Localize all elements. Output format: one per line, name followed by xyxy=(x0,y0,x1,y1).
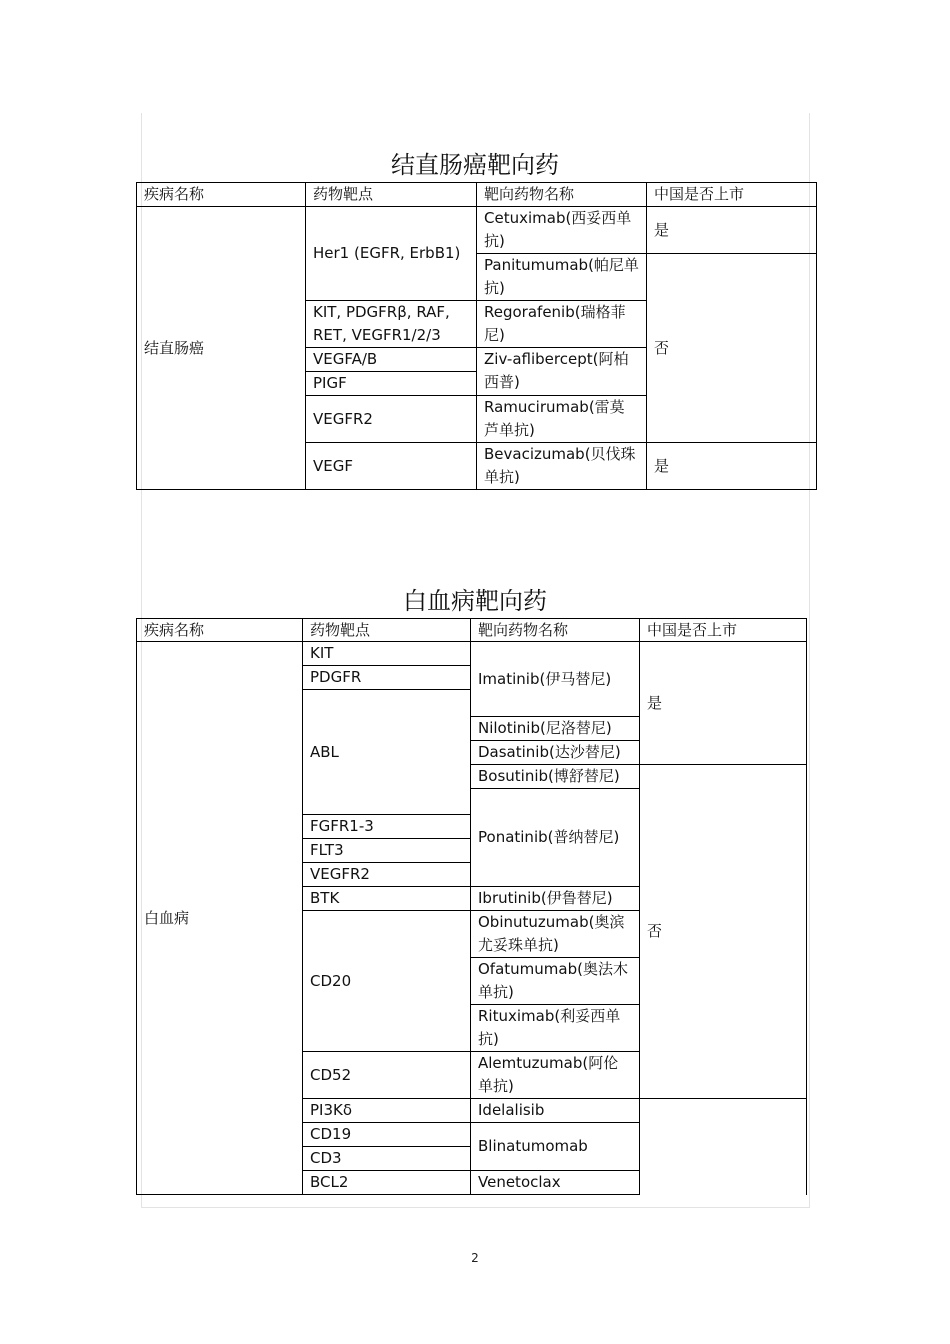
approved-cell: 是 xyxy=(647,443,817,490)
drug-cell: Ziv-aflibercept(阿柏西普) xyxy=(477,348,647,396)
drug-cell: Bevacizumab(贝伐珠单抗) xyxy=(477,443,647,490)
drug-cell: Nilotinib(尼洛替尼) xyxy=(471,717,640,741)
target-cell: CD52 xyxy=(303,1052,471,1099)
target-cell: BCL2 xyxy=(303,1171,471,1195)
leuk-table-title: 白血病靶向药 xyxy=(403,587,547,615)
target-cell: VEGFA/B xyxy=(306,348,477,372)
drug-cell: Ponatinib(普纳替尼) xyxy=(471,789,640,887)
header-approved: 中国是否上市 xyxy=(640,619,807,642)
target-cell: VEGFR2 xyxy=(303,863,471,887)
leuk-drug-table xyxy=(136,618,807,1195)
approved-cell: 是 xyxy=(640,642,807,765)
disease-cell: 白血病 xyxy=(137,642,303,1195)
target-cell: FLT3 xyxy=(303,839,471,863)
target-cell: FGFR1-3 xyxy=(303,815,471,839)
target-cell: VEGF xyxy=(306,443,477,490)
target-cell: BTK xyxy=(303,887,471,911)
drug-cell: Obinutuzumab(奥滨尤妥珠单抗) xyxy=(471,911,640,958)
drug-cell: Ramucirumab(雷莫芦单抗) xyxy=(477,396,647,443)
target-cell: VEGFR2 xyxy=(306,396,477,443)
drug-cell: Venetoclax xyxy=(471,1171,640,1195)
page-number: 2 xyxy=(471,1251,479,1265)
target-cell: CD20 xyxy=(303,911,471,1052)
target-cell: PIGF xyxy=(306,372,477,396)
header-disease: 疾病名称 xyxy=(137,183,306,207)
approved-cell: 否 xyxy=(647,254,817,443)
drug-cell: Cetuximab(西妥西单抗) xyxy=(477,207,647,254)
target-cell: CD3 xyxy=(303,1147,471,1171)
target-cell: ABL xyxy=(303,690,471,815)
drug-cell: Rituximab(利妥西单抗) xyxy=(471,1005,640,1052)
drug-cell: Blinatumomab xyxy=(471,1123,640,1171)
crc-drug-table xyxy=(136,182,817,490)
approved-cell: 是 xyxy=(647,207,817,254)
header-target: 药物靶点 xyxy=(306,183,477,207)
drug-cell: Imatinib(伊马替尼) xyxy=(471,642,640,717)
target-cell: KIT, PDGFRβ, RAF, RET, VEGFR1/2/3 xyxy=(306,301,477,348)
header-disease: 疾病名称 xyxy=(137,619,303,642)
target-cell: Her1 (EGFR, ErbB1) xyxy=(306,207,477,301)
disease-cell: 结直肠癌 xyxy=(137,207,306,490)
target-cell: PI3Kδ xyxy=(303,1099,471,1123)
drug-cell: Bosutinib(博舒替尼) xyxy=(471,765,640,789)
target-cell: CD19 xyxy=(303,1123,471,1147)
target-cell: PDGFR xyxy=(303,666,471,690)
target-cell: KIT xyxy=(303,642,471,666)
approved-cell: 否 xyxy=(640,765,807,1099)
drug-cell: Dasatinib(达沙替尼) xyxy=(471,741,640,765)
crc-table-title: 结直肠癌靶向药 xyxy=(391,151,559,179)
drug-cell: Alemtuzumab(阿伦单抗) xyxy=(471,1052,640,1099)
drug-cell: Idelalisib xyxy=(471,1099,640,1123)
drug-cell: Regorafenib(瑞格菲尼) xyxy=(477,301,647,348)
drug-cell: Ofatumumab(奥法木单抗) xyxy=(471,958,640,1005)
header-drug: 靶向药物名称 xyxy=(471,619,640,642)
drug-cell: Ibrutinib(伊鲁替尼) xyxy=(471,887,640,911)
header-approved: 中国是否上市 xyxy=(647,183,817,207)
margin-line-bottom xyxy=(141,1207,810,1208)
drug-cell: Panitumumab(帕尼单抗) xyxy=(477,254,647,301)
header-target: 药物靶点 xyxy=(303,619,471,642)
header-drug: 靶向药物名称 xyxy=(477,183,647,207)
